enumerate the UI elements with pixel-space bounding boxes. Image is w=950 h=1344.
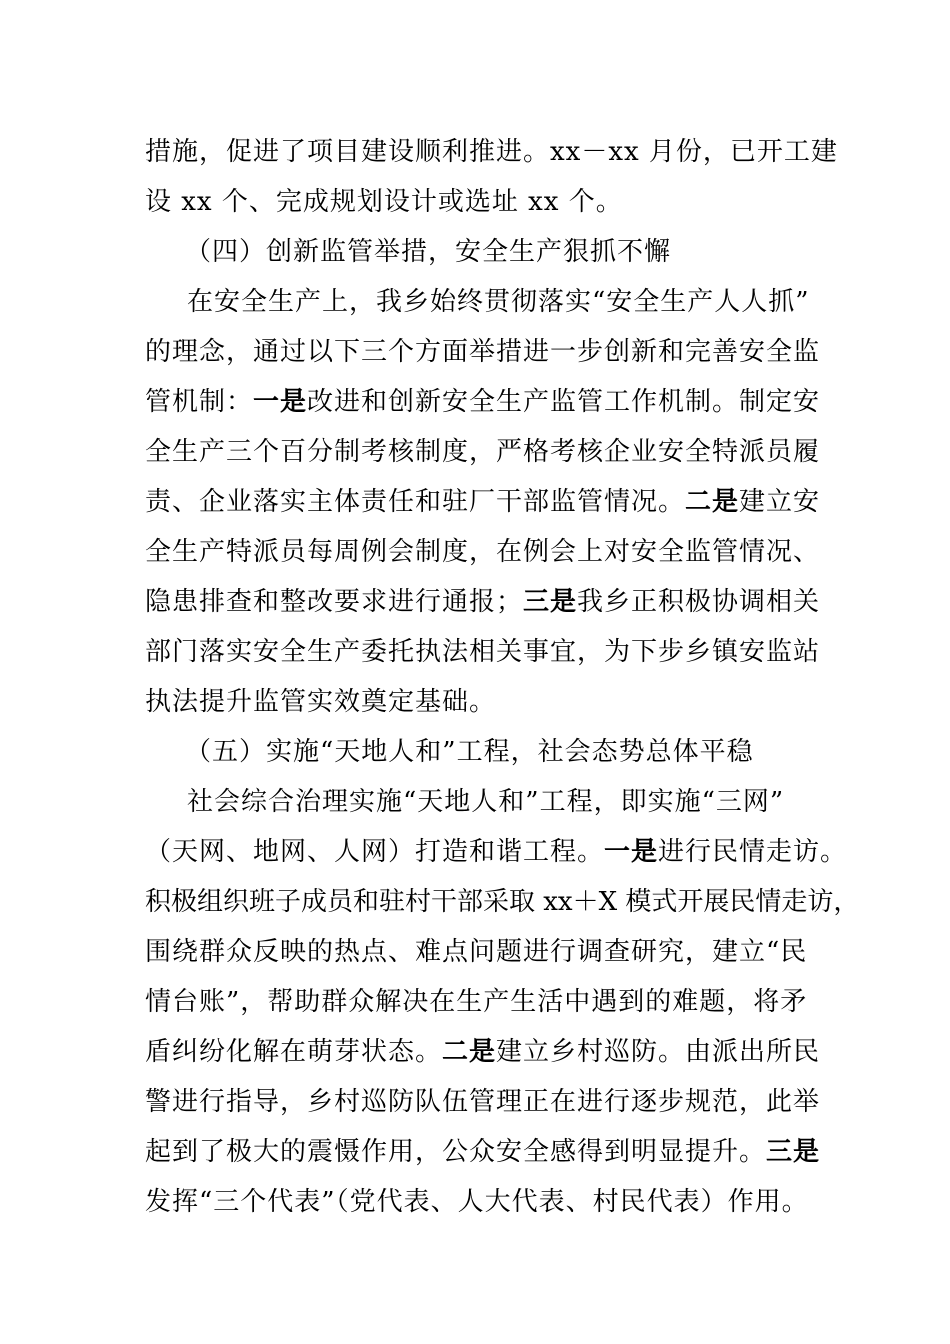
- text-segment: 盾纠纷化解在萌芽状态。: [145, 1037, 443, 1067]
- text-segment: 我乡正积极协调相关: [577, 587, 821, 617]
- text-segment: 设 xx 个、完成规划设计或选址 xx 个。: [145, 187, 623, 217]
- text-line: [145, 978, 807, 1027]
- text-line: [145, 578, 820, 627]
- text-line: [145, 1078, 820, 1127]
- text-segment: 进行民情走访。: [658, 837, 848, 867]
- text-line: [145, 1178, 809, 1227]
- text-segment: 建立安: [739, 487, 821, 517]
- text-line: [145, 828, 847, 877]
- text-segment: 情台账”，帮助群众解决在生产生活中遇到的难题，将矛: [145, 987, 808, 1017]
- text-line: [145, 178, 623, 227]
- text-line: [145, 328, 820, 377]
- text-segment: 建立乡村巡防。由派出所民: [496, 1037, 821, 1067]
- text-line: [145, 1128, 820, 1177]
- text-segment: 责、企业落实主体责任和驻厂干部监管情况。: [145, 487, 686, 517]
- emphasis-text: 二是: [442, 1037, 497, 1067]
- text-segment: （四）创新监管举措，安全生产狠抓不懈: [185, 237, 672, 267]
- text-segment: 的理念，通过以下三个方面举措进一步创新和完善安全监: [145, 337, 821, 367]
- text-line: [145, 928, 807, 977]
- text-segment: 管机制：: [145, 387, 254, 417]
- emphasis-text: 三是: [766, 1137, 821, 1167]
- text-segment: 社会综合治理实施“天地人和”工程，即实施“三网”: [187, 787, 785, 817]
- text-segment: 措施，促进了项目建设顺利推进。xx－xx 月份，已开工建: [145, 137, 838, 167]
- emphasis-text: 二是: [685, 487, 740, 517]
- text-segment: 部门落实安全生产委托执法相关事宜，为下步乡镇安监站: [145, 637, 821, 667]
- emphasis-text: 一是: [604, 837, 659, 867]
- text-segment: 隐患排查和整改要求进行通报；: [145, 587, 524, 617]
- text-line: [145, 478, 820, 527]
- text-line: [145, 528, 820, 577]
- emphasis-text: 三是: [523, 587, 578, 617]
- text-segment: 全生产特派员每周例会制度，在例会上对安全监管情况、: [145, 537, 821, 567]
- section-heading: [185, 728, 754, 777]
- text-segment: （五）实施“天地人和”工程，社会态势总体平稳: [185, 737, 754, 767]
- text-line: [145, 378, 820, 427]
- text-segment: 改进和创新安全生产监管工作机制。制定安: [307, 387, 821, 417]
- text-line: [145, 1028, 820, 1077]
- text-line: [145, 628, 820, 677]
- text-line: [187, 778, 784, 827]
- text-segment: 警进行指导，乡村巡防队伍管理正在进行逐步规范，此举: [145, 1087, 821, 1117]
- text-segment: 执法提升监管实效奠定基础。: [145, 687, 497, 717]
- text-segment: 全生产三个百分制考核制度，严格考核企业安全特派员履: [145, 437, 821, 467]
- text-segment: 发挥“三个代表”（党代表、人大代表、村民代表）作用。: [145, 1187, 809, 1217]
- text-line: [145, 878, 859, 927]
- text-segment: 围绕群众反映的热点、难点问题进行调查研究，建立“民: [145, 937, 808, 967]
- emphasis-text: 一是: [253, 387, 308, 417]
- text-segment: （天网、地网、人网）打造和谐工程。: [145, 837, 605, 867]
- text-line: [187, 278, 810, 327]
- section-heading: [185, 228, 671, 277]
- text-segment: 起到了极大的震慑作用，公众安全感得到明显提升。: [145, 1137, 767, 1167]
- text-segment: 积极组织班子成员和驻村干部采取 xx＋X 模式开展民情走访，: [145, 887, 860, 917]
- text-segment: 在安全生产上，我乡始终贯彻落实“安全生产人人抓”: [187, 287, 810, 317]
- text-line: [145, 678, 496, 727]
- text-line: [145, 128, 838, 177]
- text-line: [145, 428, 820, 477]
